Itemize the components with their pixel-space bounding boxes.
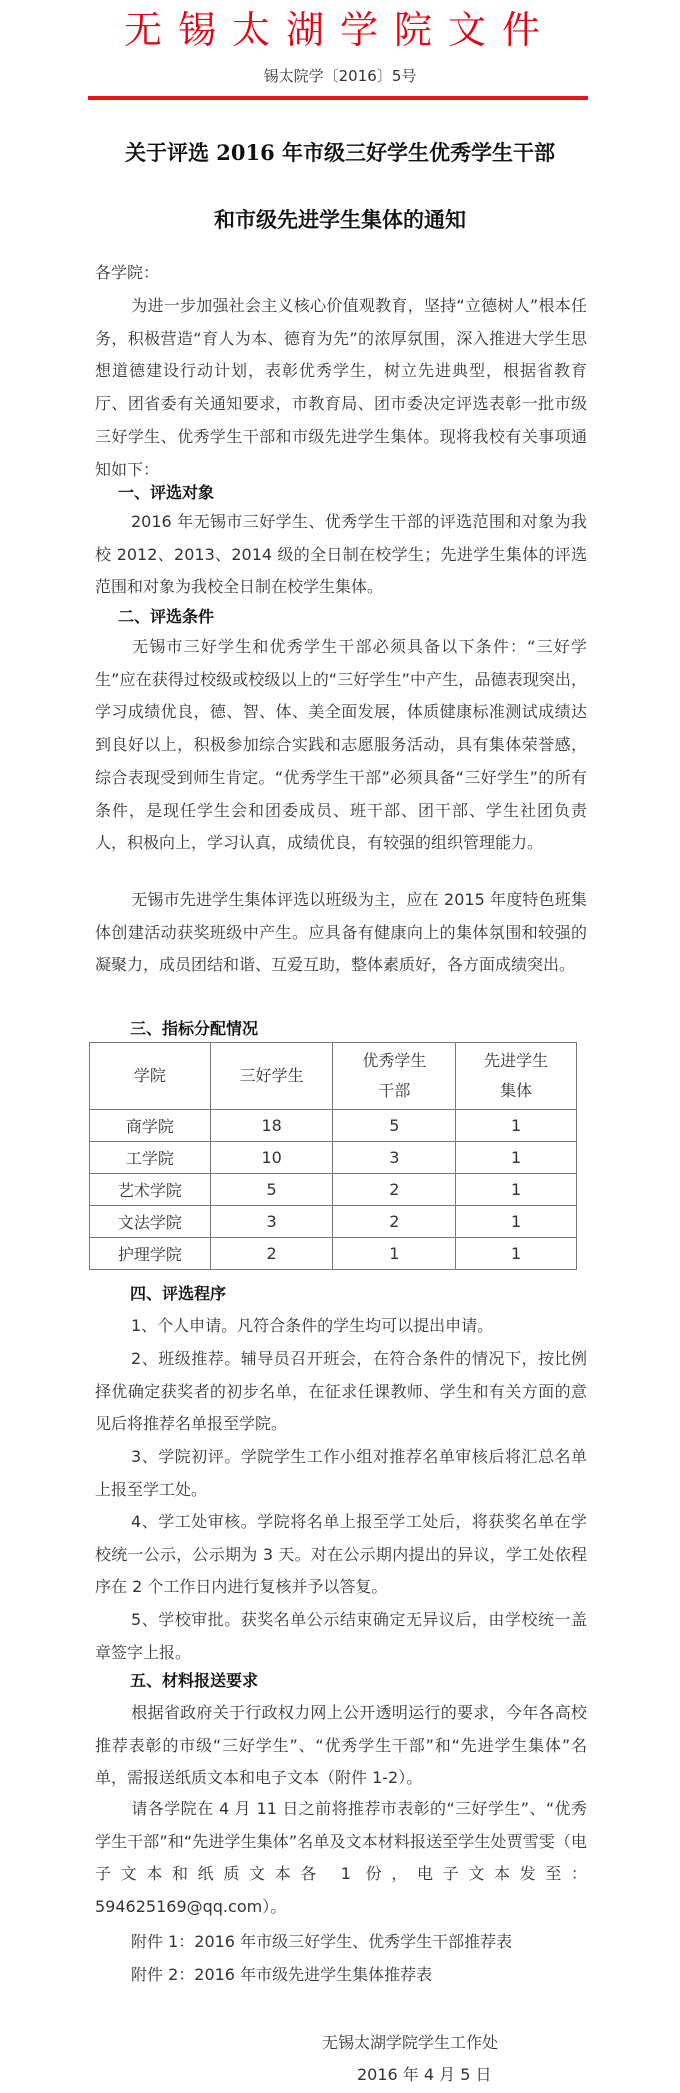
- section-1-paragraph: 2016 年无锡市三好学生、优秀学生干部的评选范围和对象为我校 2012、2013、2014 级的全日制在校学生；先进学生集体的评选范围和对象为我校全日制在校学生集体。: [95, 512, 587, 597]
- cell-college: 艺术学院: [90, 1174, 211, 1206]
- submission-paragraph-2: 请各学院在 4 月 11 日之前将推荐市表彰的“三好学生”、“优秀学生干部”和“先进学生集体”名单及文本材料报送至学生处贾雪雯（电子文本和纸质文本各 1 份，电子文本发至：594625169@qq.com）。: [95, 1799, 587, 1917]
- cell-advanced-collectives: 1: [456, 1142, 577, 1174]
- cell-merit-students: 10: [210, 1142, 333, 1174]
- cell-college: 护理学院: [90, 1238, 211, 1270]
- attachment-1: 附件 1：2016 年市级三好学生、优秀学生干部推荐表: [131, 1932, 513, 1951]
- cell-college: 文法学院: [90, 1206, 211, 1238]
- section-5-heading: 五、材料报送要求: [130, 1671, 259, 1690]
- institution-title: 无锡太湖学院文件: [123, 8, 556, 52]
- cell-college: 商学院: [90, 1110, 211, 1142]
- issuer-office: 无锡太湖学院学生工作处: [322, 2033, 499, 2052]
- col-header-advanced-collectives: 先进学生 集体: [456, 1043, 577, 1110]
- cell-student-cadres: 2: [333, 1174, 456, 1206]
- attachment-2: 附件 2：2016 年市级先进学生集体推荐表: [131, 1965, 433, 1984]
- table-row: [90, 1110, 577, 1142]
- section-2-paragraph-2: 无锡市先进学生集体评选以班级为主，应在 2015 年度特色班集体创建活动获奖班级中产生。应具备有健康向上的集体氛围和较强的凝聚力，成员团结和谐、互爱互助，整体素质好，各方面成绩突出。: [95, 890, 587, 975]
- col-header-merit-students: 三好学生: [210, 1043, 333, 1110]
- cell-merit-students: 5: [210, 1174, 333, 1206]
- section-2-heading: 二、评选条件: [118, 607, 215, 626]
- intro-text: 为进一步加强社会主义核心价值观教育，坚持“立德树人”根本任务，积极营造“育人为本、德育为先”的浓厚氛围，深入推进大学生思想道德建设行动计划，表彰优秀学生，树立先进典型，根据省教育厅、团省委有关通知要求，市教育局、团市委决定评选表彰一批市级三好学生、优秀学生干部和市级先进学生集体。现将我校有关事项通知如下：: [95, 296, 587, 479]
- table-row: [90, 1206, 577, 1238]
- cell-student-cadres: 3: [333, 1142, 456, 1174]
- section-1-heading: 一、评选对象: [118, 483, 215, 502]
- section-2-paragraph-1: 无锡市三好学生和优秀学生干部必须具备以下条件：“三好学生”应在获得过校级或校级以上的“三好学生”中产生，品德表现突出，学习成绩优良，德、智、体、美全面发展，体质健康标准测试成绩达到良好以上，积极参加综合实践和志愿服务活动，具有集体荣誉感，综合表现受到师生肯定。“优秀学生干部”必须具备“三好学生”的所有条件，是现任学生会和团委成员、班干部、团干部、学生社团负责人，积极向上，学习认真，成绩优良，有较强的组织管理能力。: [95, 637, 587, 853]
- intro-paragraph: [95, 290, 587, 486]
- cell-advanced-collectives: 1: [456, 1206, 577, 1238]
- document-number: 锡太院学〔2016〕5号: [263, 67, 417, 85]
- notice-title-line1: 关于评选 2016 年市级三好学生优秀学生干部: [124, 140, 556, 165]
- cell-college: 工学院: [90, 1142, 211, 1174]
- table-header-row: [90, 1043, 577, 1110]
- cell-merit-students: 2: [210, 1238, 333, 1270]
- procedure-step-1: 1、个人申请。凡符合条件的学生均可以提出申请。: [131, 1316, 494, 1335]
- red-divider: [88, 96, 588, 100]
- salutation: 各学院：: [95, 263, 160, 282]
- cell-advanced-collectives: 1: [456, 1110, 577, 1142]
- cell-advanced-collectives: 1: [456, 1174, 577, 1206]
- procedure-step-4: 4、学工处审核。学院将名单上报至学工处后，将获奖名单在学校统一公示，公示期为 3 天。对在公示期内提出的异议，学工处依程序在 2 个工作日内进行复核并予以答复。: [95, 1512, 587, 1597]
- quota-table: [89, 1042, 577, 1270]
- notice-title-line2: 和市级先进学生集体的通知: [214, 207, 466, 232]
- cell-merit-students: 18: [210, 1110, 333, 1142]
- procedure-step-5: 5、学校审批。获奖名单公示结束确定无异议后，由学校统一盖章签字上报。: [95, 1610, 587, 1662]
- section-3-heading: 三、指标分配情况: [130, 1019, 259, 1038]
- cell-advanced-collectives: 1: [456, 1238, 577, 1270]
- submission-paragraph-1: 根据省政府关于行政权力网上公开透明运行的要求，今年各高校推荐表彰的市级“三好学生”、“优秀学生干部”和“先进学生集体”名单，需报送纸质文本和电子文本（附件 1-2）。: [95, 1703, 587, 1788]
- procedure-step-3: 3、学院初评。学院学生工作小组对推荐名单审核后将汇总名单上报至学工处。: [95, 1447, 587, 1499]
- cell-student-cadres: 1: [333, 1238, 456, 1270]
- table-row: [90, 1238, 577, 1270]
- procedure-step-2: 2、班级推荐。辅导员召开班会，在符合条件的情况下，按比例择优确定获奖者的初步名单，在征求任课教师、学生和有关方面的意见后将推荐名单报至学院。: [95, 1349, 587, 1434]
- col-header-college: 学院: [90, 1043, 211, 1110]
- issue-date: 2016 年 4 月 5 日: [357, 2065, 492, 2084]
- cell-student-cadres: 5: [333, 1110, 456, 1142]
- cell-merit-students: 3: [210, 1206, 333, 1238]
- col-header-student-cadres: 优秀学生 干部: [333, 1043, 456, 1110]
- section-4-heading: 四、评选程序: [130, 1284, 227, 1303]
- cell-student-cadres: 2: [333, 1206, 456, 1238]
- table-row: [90, 1174, 577, 1206]
- table-row: [90, 1142, 577, 1174]
